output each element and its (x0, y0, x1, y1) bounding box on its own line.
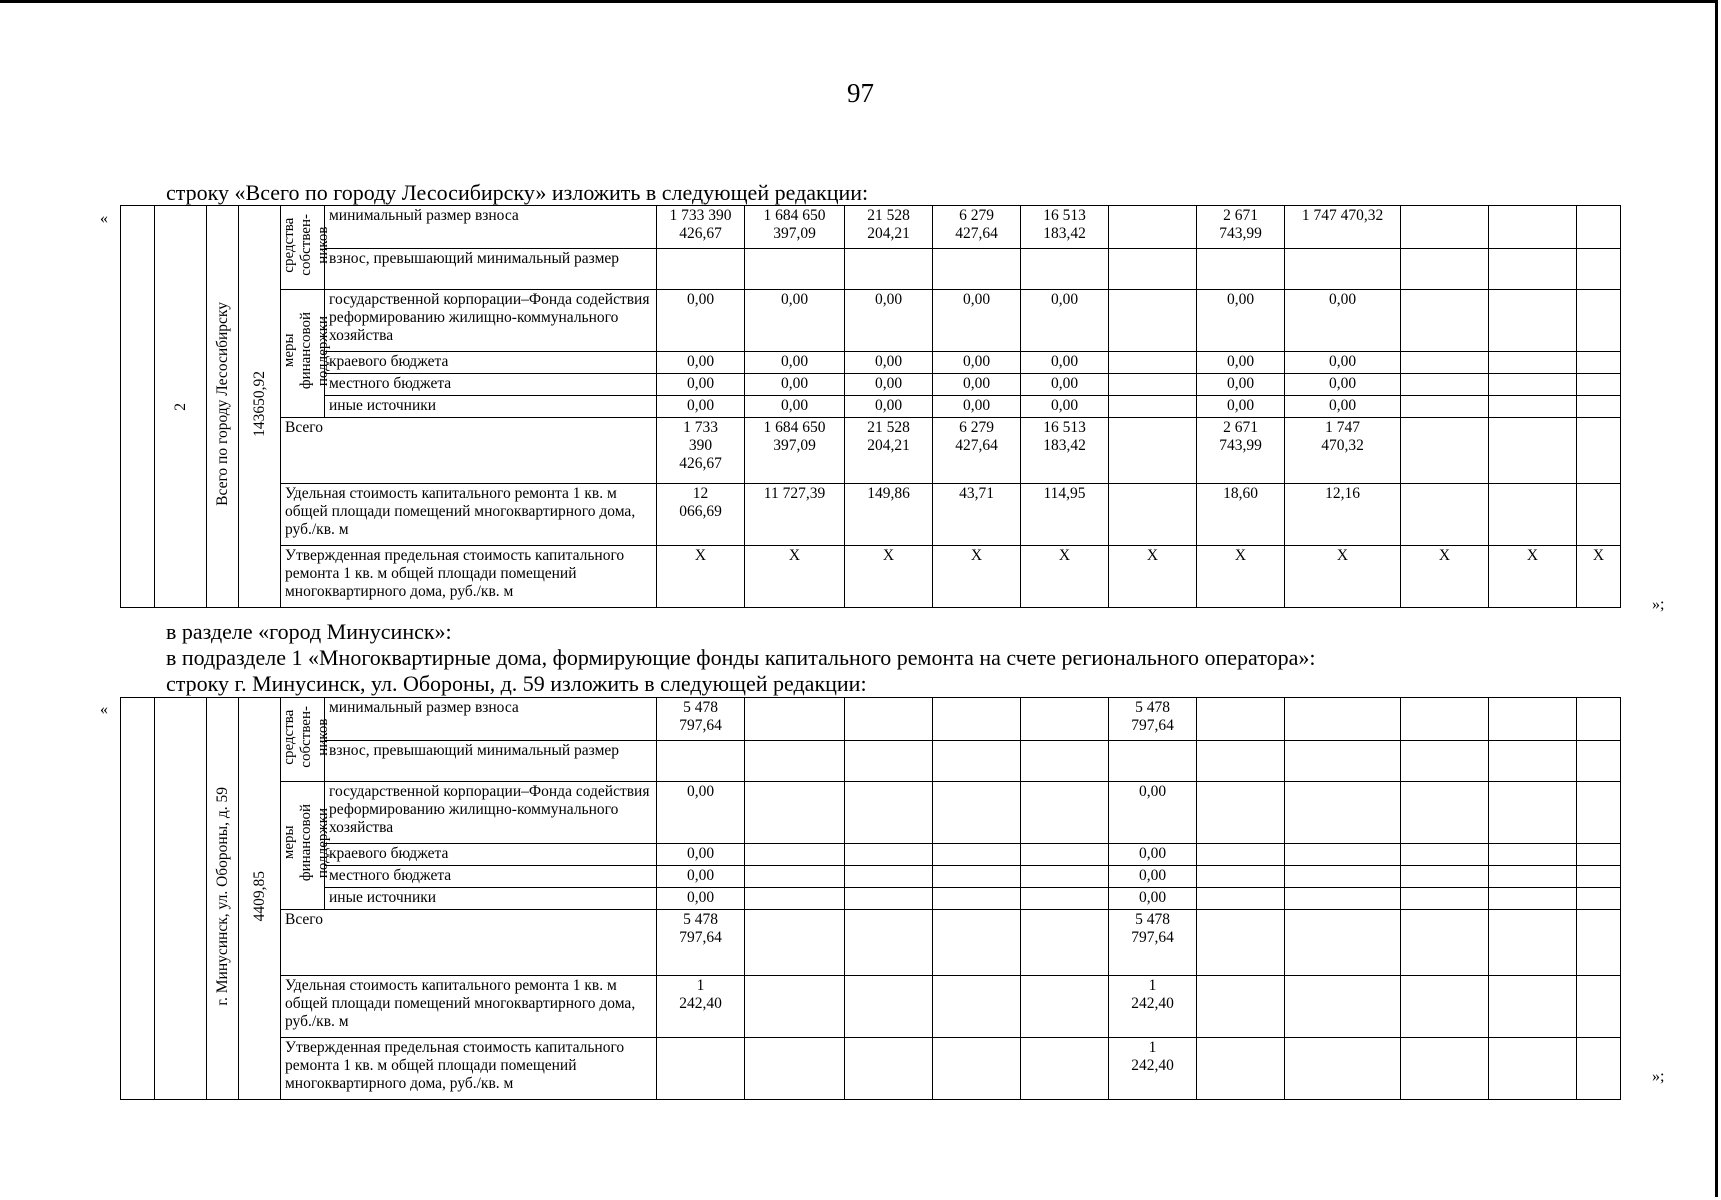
value-cell (845, 1038, 933, 1100)
row-label-local: местного бюджета (325, 866, 657, 888)
value-cell (1197, 976, 1285, 1038)
value-cell (1285, 782, 1401, 844)
value-cell (745, 782, 845, 844)
row-number-cell (155, 698, 207, 1100)
value-cell: Х (1285, 546, 1401, 608)
paragraph-lesosibirsk-intro: строку «Всего по городу Лесосибирску» изложить в следующей редакции: (166, 180, 869, 205)
value-cell (933, 866, 1021, 888)
value-cell (1577, 888, 1621, 910)
value-cell (1285, 1038, 1401, 1100)
value-cell (1285, 976, 1401, 1038)
value-cell: 0,00 (745, 396, 845, 418)
row-label-regional: краевого бюджета (325, 844, 657, 866)
value-cell (1021, 844, 1109, 866)
value-cell: 18,60 (1197, 484, 1285, 546)
blank-margin-cell (121, 698, 155, 1100)
page-number: 97 (847, 78, 874, 108)
value-cell (1197, 741, 1285, 782)
value-cell (1489, 249, 1577, 290)
table-row (121, 546, 1621, 608)
value-cell: 0,00 (1197, 290, 1285, 352)
value-cell: 0,00 (845, 352, 933, 374)
value-cell (1489, 976, 1577, 1038)
value-cell: 21 528 204,21 (845, 418, 933, 484)
value-cell (933, 888, 1021, 910)
value-cell (1577, 782, 1621, 844)
value-cell (1401, 976, 1489, 1038)
value-cell: Х (933, 546, 1021, 608)
owners-funds-label: средства собствен- ников (281, 706, 331, 768)
value-cell (1577, 418, 1621, 484)
value-cell (1577, 396, 1621, 418)
value-cell: Х (657, 546, 745, 608)
value-cell: 0,00 (845, 374, 933, 396)
value-cell (1489, 206, 1577, 249)
value-cell: 2 671 743,99 (1197, 206, 1285, 249)
value-cell: 5 478 797,64 (657, 698, 745, 741)
value-cell: 0,00 (657, 866, 745, 888)
value-cell: 1 733 390 426,67 (657, 418, 745, 484)
value-cell (1577, 484, 1621, 546)
row-label-min-fee: минимальный размер взноса (325, 206, 657, 249)
value-cell (1197, 844, 1285, 866)
value-cell: 1 747 470,32 (1285, 206, 1401, 249)
value-cell (1401, 484, 1489, 546)
value-cell (745, 249, 845, 290)
value-cell (1401, 866, 1489, 888)
value-cell (1489, 888, 1577, 910)
value-cell: 0,00 (1021, 374, 1109, 396)
table-row (121, 866, 1621, 888)
value-cell (1401, 844, 1489, 866)
value-cell: 5 478 797,64 (657, 910, 745, 976)
address-cell (207, 206, 239, 608)
value-cell: 5 478 797,64 (1109, 698, 1197, 741)
value-cell (657, 249, 745, 290)
value-cell (1109, 206, 1197, 249)
value-cell (1489, 484, 1577, 546)
table-row (121, 484, 1621, 546)
value-cell: 0,00 (845, 290, 933, 352)
value-cell (1109, 249, 1197, 290)
value-cell (1489, 352, 1577, 374)
value-cell (1197, 1038, 1285, 1100)
value-cell (933, 698, 1021, 741)
value-cell: 0,00 (933, 374, 1021, 396)
value-cell (745, 741, 845, 782)
value-cell (657, 1038, 745, 1100)
value-cell: 0,00 (933, 290, 1021, 352)
amendment-table-minusinsk (120, 697, 1621, 1100)
row-number-cell (155, 206, 207, 608)
value-cell: 114,95 (1021, 484, 1109, 546)
quote-open-1: « (100, 210, 108, 227)
value-cell: Х (1577, 546, 1621, 608)
value-cell: 43,71 (933, 484, 1021, 546)
value-cell (933, 910, 1021, 976)
value-cell (1489, 782, 1577, 844)
table-row (121, 844, 1621, 866)
value-cell (1021, 866, 1109, 888)
value-cell (745, 888, 845, 910)
value-cell: 11 727,39 (745, 484, 845, 546)
paragraph-minusinsk-subsection: в подразделе 1 «Многоквартирные дома, формирующие фонды капитального ремонта на счете регионального оператора»: (166, 645, 1316, 670)
value-cell (933, 782, 1021, 844)
paragraph-minusinsk-section: в разделе «город Минусинск»: (166, 619, 452, 644)
value-cell: Х (1197, 546, 1285, 608)
value-cell: 16 513 183,42 (1021, 418, 1109, 484)
value-cell (1021, 910, 1109, 976)
value-cell: 1 747 470,32 (1285, 418, 1401, 484)
value-cell (1021, 698, 1109, 741)
value-cell: 1 242,40 (1109, 976, 1197, 1038)
value-cell (1577, 976, 1621, 1038)
value-cell (1489, 1038, 1577, 1100)
value-cell (1109, 374, 1197, 396)
area-cell (239, 206, 281, 608)
value-cell (1197, 888, 1285, 910)
row-label-fund: государственной корпорации–Фонда содействия реформированию жилищно-коммунального хозяйства (325, 290, 657, 352)
value-cell (1577, 206, 1621, 249)
value-cell: 0,00 (1285, 396, 1401, 418)
value-cell: 21 528 204,21 (845, 206, 933, 249)
paragraph-minusinsk-intro: строку г. Минусинск, ул. Обороны, д. 59 изложить в следующей редакции: (166, 671, 867, 696)
value-cell: 0,00 (845, 396, 933, 418)
value-cell (1197, 782, 1285, 844)
table-row (121, 418, 1621, 484)
value-cell (845, 976, 933, 1038)
value-cell (1197, 249, 1285, 290)
value-cell (845, 741, 933, 782)
value-cell: 0,00 (657, 844, 745, 866)
value-cell (1109, 418, 1197, 484)
financial-support-label: меры финансовой поддержки (281, 312, 331, 390)
value-cell: 0,00 (1285, 290, 1401, 352)
table-row (121, 374, 1621, 396)
value-cell (845, 910, 933, 976)
value-cell: 0,00 (1197, 396, 1285, 418)
value-cell (1197, 698, 1285, 741)
value-cell (1489, 698, 1577, 741)
value-cell (1285, 249, 1401, 290)
value-cell: 0,00 (933, 396, 1021, 418)
value-cell: Х (1021, 546, 1109, 608)
value-cell: 0,00 (657, 352, 745, 374)
value-cell (1489, 910, 1577, 976)
value-cell (1401, 888, 1489, 910)
row-label-fund: государственной корпорации–Фонда содействия реформированию жилищно-коммунального хозяйства (325, 782, 657, 844)
value-cell: Х (745, 546, 845, 608)
value-cell (1401, 352, 1489, 374)
row-label-over-fee: взнос, превышающий минимальный размер (325, 249, 657, 290)
value-cell: 1 242,40 (657, 976, 745, 1038)
table-row (121, 698, 1621, 741)
value-cell (1489, 290, 1577, 352)
value-cell (933, 249, 1021, 290)
row-label-other: иные источники (325, 396, 657, 418)
value-cell (933, 976, 1021, 1038)
value-cell (1021, 782, 1109, 844)
address-name: Всего по городу Лесосибирску (213, 302, 231, 506)
value-cell (1577, 741, 1621, 782)
row-label-unit-cost: Удельная стоимость капитального ремонта 1 кв. м общей площади помещений многоквартирного дома, руб./кв. м (281, 484, 657, 546)
value-cell (1577, 844, 1621, 866)
value-cell (1285, 866, 1401, 888)
value-cell (845, 698, 933, 741)
value-cell (1489, 374, 1577, 396)
value-cell: 5 478 797,64 (1109, 910, 1197, 976)
value-cell (845, 782, 933, 844)
total-area: 143650,92 (250, 371, 268, 437)
value-cell (745, 698, 845, 741)
value-cell (933, 844, 1021, 866)
value-cell (1021, 249, 1109, 290)
blank-margin-cell (121, 206, 155, 608)
value-cell: 16 513 183,42 (1021, 206, 1109, 249)
row-label-max-cost: Утвержденная предельная стоимость капитального ремонта 1 кв. м общей площади помещений многоквартирного дома, руб./кв. м (281, 546, 657, 608)
owners-funds-group (281, 698, 331, 782)
table-row (121, 206, 1621, 249)
value-cell (745, 866, 845, 888)
value-cell (1021, 1038, 1109, 1100)
value-cell: Х (845, 546, 933, 608)
value-cell (1285, 844, 1401, 866)
value-cell (1401, 910, 1489, 976)
table-row (121, 910, 1621, 976)
value-cell (1577, 910, 1621, 976)
table-row (121, 976, 1621, 1038)
value-cell: 12 066,69 (657, 484, 745, 546)
value-cell (1401, 206, 1489, 249)
value-cell (1489, 396, 1577, 418)
value-cell: Х (1109, 546, 1197, 608)
value-cell (745, 1038, 845, 1100)
value-cell: 0,00 (1109, 866, 1197, 888)
value-cell: 149,86 (845, 484, 933, 546)
value-cell (1285, 888, 1401, 910)
owners-funds-label: средства собствен- ников (281, 214, 331, 276)
financial-support-group (281, 290, 331, 418)
value-cell (1401, 782, 1489, 844)
value-cell: 0,00 (1197, 374, 1285, 396)
value-cell (1577, 352, 1621, 374)
value-cell: 6 279 427,64 (933, 206, 1021, 249)
value-cell: 0,00 (1021, 352, 1109, 374)
value-cell: Х (1401, 546, 1489, 608)
financial-support-label: меры финансовой поддержки (281, 804, 331, 882)
value-cell (657, 741, 745, 782)
value-cell: 0,00 (1285, 352, 1401, 374)
value-cell: 0,00 (745, 352, 845, 374)
value-cell: 0,00 (657, 396, 745, 418)
total-area: 4409,85 (250, 870, 268, 922)
value-cell (933, 741, 1021, 782)
value-cell (1577, 698, 1621, 741)
table-row (121, 1038, 1621, 1100)
value-cell (1489, 866, 1577, 888)
table-row (121, 396, 1621, 418)
row-number: 2 (171, 402, 189, 411)
quote-open-2: « (100, 701, 108, 718)
value-cell: 0,00 (1021, 290, 1109, 352)
row-label-min-fee: минимальный размер взноса (325, 698, 657, 741)
value-cell (1285, 741, 1401, 782)
table-row (121, 888, 1621, 910)
value-cell (1401, 1038, 1489, 1100)
value-cell: 0,00 (1109, 844, 1197, 866)
value-cell (1577, 1038, 1621, 1100)
table-row (121, 249, 1621, 290)
value-cell: 6 279 427,64 (933, 418, 1021, 484)
value-cell (745, 910, 845, 976)
value-cell (745, 976, 845, 1038)
owners-funds-group (281, 206, 331, 290)
value-cell: 0,00 (657, 374, 745, 396)
value-cell (1577, 249, 1621, 290)
value-cell (1401, 290, 1489, 352)
value-cell (1401, 396, 1489, 418)
value-cell (1021, 741, 1109, 782)
table-row (121, 741, 1621, 782)
value-cell: 0,00 (1021, 396, 1109, 418)
value-cell: 1 684 650 397,09 (745, 206, 845, 249)
address-name: г. Минусинск, ул. Обороны, д. 59 (213, 786, 231, 1006)
value-cell (845, 844, 933, 866)
value-cell: 12,16 (1285, 484, 1401, 546)
row-label-max-cost: Утвержденная предельная стоимость капитального ремонта 1 кв. м общей площади помещений многоквартирного дома, руб./кв. м (281, 1038, 657, 1100)
value-cell (1197, 910, 1285, 976)
value-cell (933, 1038, 1021, 1100)
table-row (121, 352, 1621, 374)
value-cell (1109, 352, 1197, 374)
value-cell (1109, 484, 1197, 546)
value-cell (1401, 374, 1489, 396)
value-cell: 0,00 (657, 290, 745, 352)
row-label-local: местного бюджета (325, 374, 657, 396)
value-cell (1285, 698, 1401, 741)
value-cell: 1 684 650 397,09 (745, 418, 845, 484)
financial-support-group (281, 782, 331, 910)
value-cell (1489, 741, 1577, 782)
table-row (121, 290, 1621, 352)
value-cell: 0,00 (657, 888, 745, 910)
value-cell (845, 888, 933, 910)
row-label-other: иные источники (325, 888, 657, 910)
value-cell (1577, 290, 1621, 352)
value-cell (1109, 290, 1197, 352)
value-cell: 0,00 (1285, 374, 1401, 396)
value-cell: Х (1489, 546, 1577, 608)
value-cell: 1 242,40 (1109, 1038, 1197, 1100)
value-cell (1401, 249, 1489, 290)
value-cell (1109, 396, 1197, 418)
value-cell: 2 671 743,99 (1197, 418, 1285, 484)
area-cell (239, 698, 281, 1100)
value-cell: 0,00 (1109, 782, 1197, 844)
value-cell (1401, 698, 1489, 741)
value-cell (1577, 866, 1621, 888)
value-cell: 0,00 (1197, 352, 1285, 374)
value-cell (1021, 888, 1109, 910)
row-label-unit-cost: Удельная стоимость капитального ремонта 1 кв. м общей площади помещений многоквартирного дома, руб./кв. м (281, 976, 657, 1038)
value-cell (1489, 418, 1577, 484)
value-cell: 0,00 (657, 782, 745, 844)
value-cell: 1 733 390 426,67 (657, 206, 745, 249)
value-cell (845, 866, 933, 888)
row-label-over-fee: взнос, превышающий минимальный размер (325, 741, 657, 782)
amendment-table-lesosibirsk (120, 205, 1621, 608)
row-label-total: Всего (281, 418, 657, 484)
value-cell (1489, 844, 1577, 866)
row-label-total: Всего (281, 910, 657, 976)
value-cell: 0,00 (745, 374, 845, 396)
value-cell (745, 844, 845, 866)
value-cell (1109, 741, 1197, 782)
table-row (121, 782, 1621, 844)
value-cell: 0,00 (1109, 888, 1197, 910)
value-cell (1021, 976, 1109, 1038)
address-cell (207, 698, 239, 1100)
value-cell (1285, 910, 1401, 976)
value-cell (1401, 741, 1489, 782)
row-label-regional: краевого бюджета (325, 352, 657, 374)
quote-close-1: »; (1652, 596, 1665, 613)
value-cell (845, 249, 933, 290)
value-cell (1577, 374, 1621, 396)
quote-close-2: »; (1652, 1068, 1665, 1085)
value-cell (1401, 418, 1489, 484)
value-cell (1197, 866, 1285, 888)
value-cell: 0,00 (933, 352, 1021, 374)
value-cell: 0,00 (745, 290, 845, 352)
